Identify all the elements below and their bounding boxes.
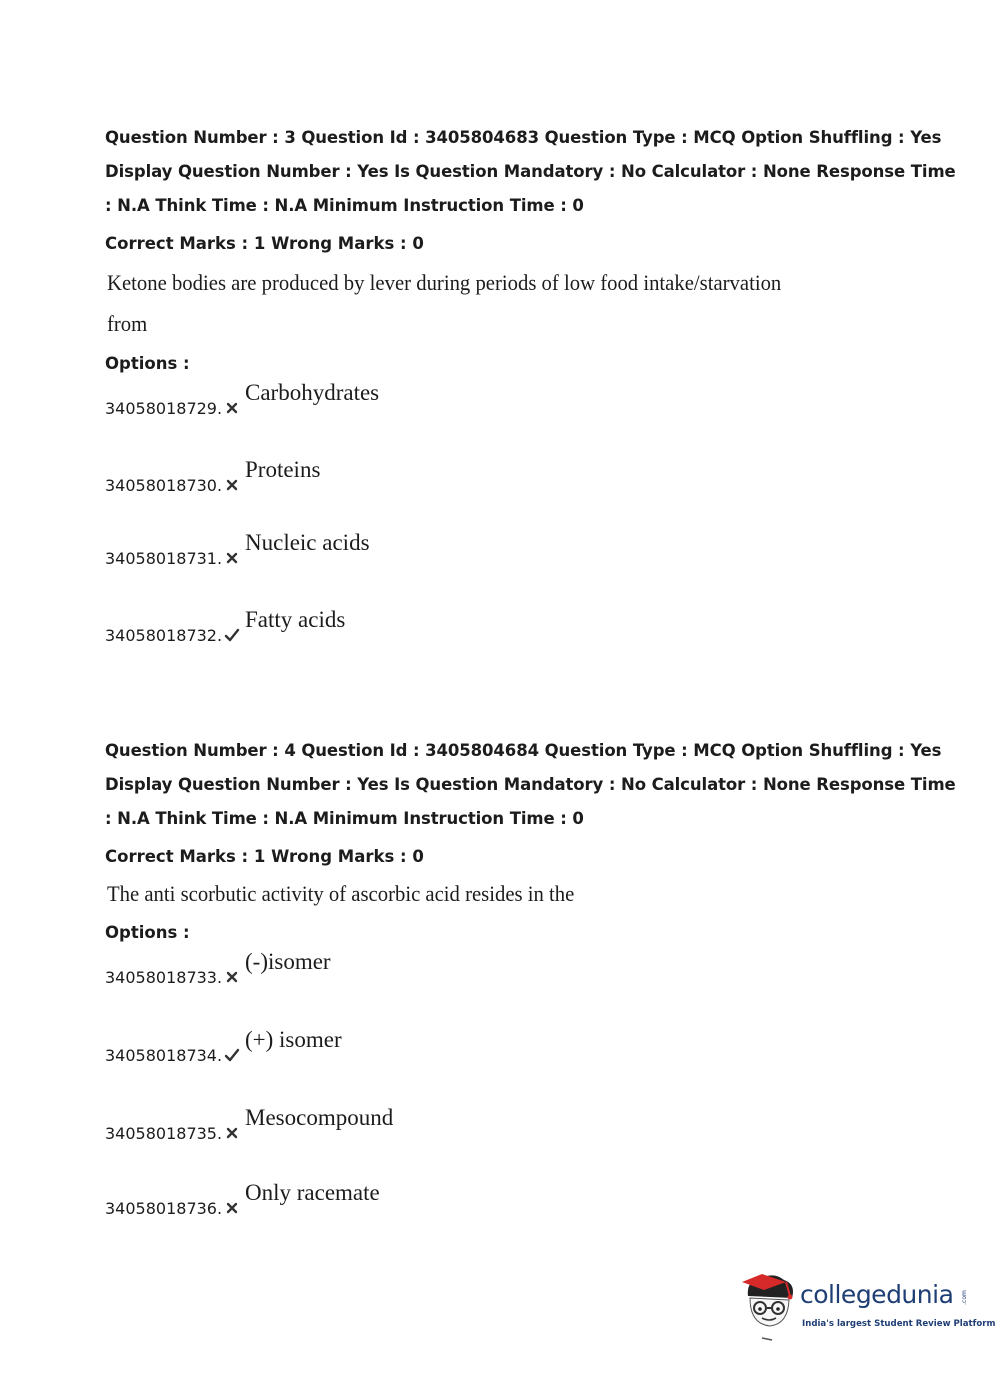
wrong-mark-icon [224, 400, 240, 416]
wrong-mark-icon [224, 1125, 240, 1141]
meta-line: Question Number : 4 Question Id : 3405804684 Question Type : MCQ Option Shuffling : Yes [105, 741, 942, 760]
collegedunia-logo [742, 1272, 996, 1344]
option-id: 34058018731. [105, 549, 223, 568]
brand-tagline: India's largest Student Review Platform [802, 1319, 996, 1329]
option-34058018732 [105, 605, 505, 645]
option-34058018730 [105, 455, 505, 495]
option-text: Proteins [245, 457, 321, 482]
question-text-line: The anti scorbutic activity of ascorbic acid resides in the [107, 881, 575, 906]
brand-domain-suffix: .com [960, 1290, 968, 1305]
correct-mark-icon [224, 1047, 240, 1063]
option-34058018736 [105, 1178, 505, 1218]
option-text: (+) isomer [245, 1027, 342, 1052]
question-3-marks: Correct Marks : 1 Wrong Marks : 0 [105, 234, 424, 253]
question-4-metadata [105, 734, 956, 836]
question-4-marks: Correct Marks : 1 Wrong Marks : 0 [105, 847, 424, 866]
option-text: Mesocompound [245, 1105, 394, 1130]
meta-line: Display Question Number : Yes Is Question Mandatory : No Calculator : None Response Time [105, 162, 956, 181]
option-text: Only racemate [245, 1180, 380, 1205]
option-id: 34058018732. [105, 626, 223, 645]
option-id: 34058018735. [105, 1124, 223, 1143]
meta-line: : N.A Think Time : N.A Minimum Instruction Time : 0 [105, 809, 584, 828]
question-text-line: Ketone bodies are produced by lever during periods of low food intake/starvation [107, 270, 782, 295]
question-3-text [107, 262, 806, 344]
mascot-icon [742, 1272, 800, 1342]
correct-mark-icon [224, 627, 240, 643]
wrong-mark-icon [224, 1200, 240, 1216]
question-text-line: from [107, 311, 148, 336]
option-text: (-)isomer [245, 949, 331, 974]
option-id: 34058018730. [105, 476, 223, 495]
options-label: Options : [105, 354, 190, 373]
options-label: Options : [105, 923, 190, 942]
wrong-mark-icon [224, 550, 240, 566]
meta-line: : N.A Think Time : N.A Minimum Instruction Time : 0 [105, 196, 584, 215]
option-id: 34058018733. [105, 968, 223, 987]
option-id: 34058018736. [105, 1199, 223, 1218]
option-34058018731 [105, 528, 505, 568]
option-34058018729 [105, 378, 505, 418]
option-id: 34058018734. [105, 1046, 223, 1065]
option-text: Nucleic acids [245, 530, 370, 555]
meta-line: Question Number : 3 Question Id : 3405804683 Question Type : MCQ Option Shuffling : Yes [105, 128, 942, 147]
option-34058018734 [105, 1025, 505, 1065]
wrong-mark-icon [224, 477, 240, 493]
wrong-mark-icon [224, 969, 240, 985]
question-3-metadata [105, 121, 956, 223]
question-4-text [107, 873, 806, 914]
option-text: Fatty acids [245, 607, 346, 632]
option-id: 34058018729. [105, 399, 223, 418]
option-34058018735 [105, 1103, 505, 1143]
brand-name: collegedunia [800, 1280, 954, 1309]
meta-line: Display Question Number : Yes Is Question Mandatory : No Calculator : None Response Time [105, 775, 956, 794]
option-34058018733 [105, 947, 505, 987]
option-text: Carbohydrates [245, 380, 380, 405]
